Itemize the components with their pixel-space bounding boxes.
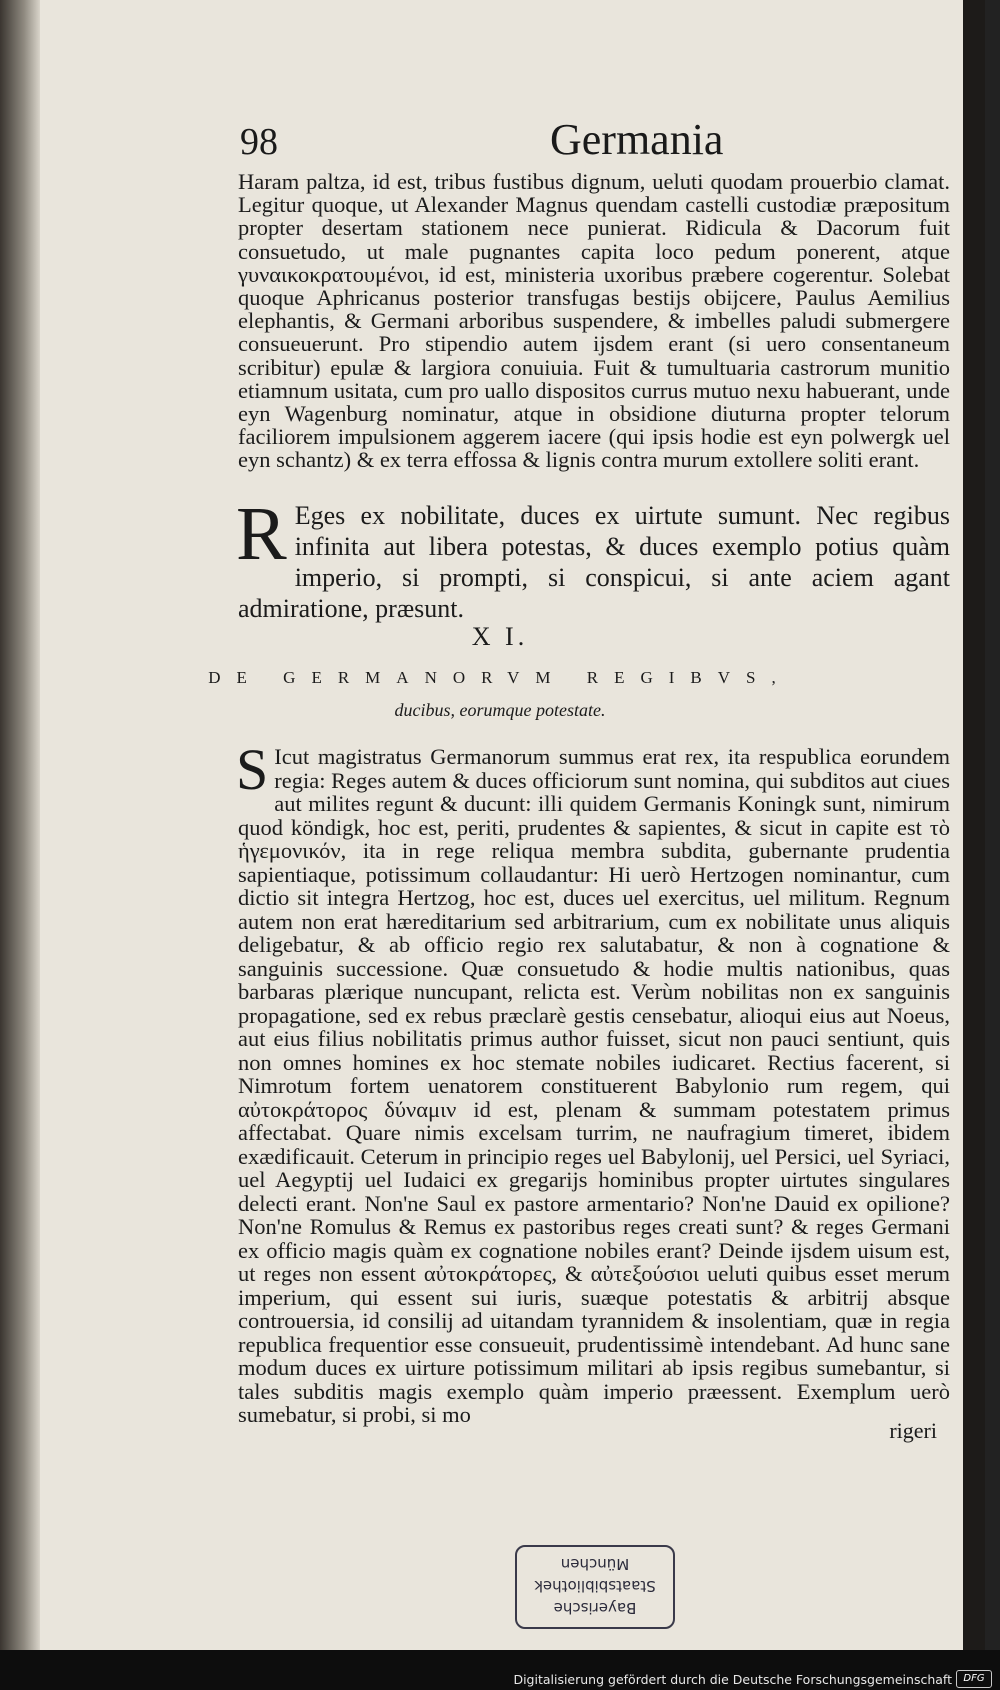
- stamp-line-1: Bayerische: [553, 1599, 637, 1617]
- catchword: rigeri: [889, 1418, 937, 1443]
- drop-cap-s: S: [236, 737, 269, 802]
- paragraph-2: [236, 492, 950, 624]
- drop-cap-r: R: [236, 492, 287, 576]
- footer-credit: Digitalisierung gefördert durch die Deutsche Forschungsgemeinschaft: [513, 1672, 952, 1687]
- paragraph-1-text: Haram paltza, id est, tribus fustibus dignum, ueluti quodam prouerbio clamat. Legitur quoque, ut Alexander Magnus quendam castelli custodiæ præpositum propter desertam stationem nece punierat. Ridicula & Dacorum fuit consuetudo, ut male pugnantes capita loco pedum ponerent, atque γυναικοκρατουμένοι, id est, ministeria uxoribus præbere cogerentur. Solebat quoque Aphricanus posterior transfugas bestijs obijcere, Paulus Aemilius elephantis, & Germani arboribus suspendere, & imbelles paludi submergere consueuerunt. Pro stipendio autem ijsdem erant (si uero consentaneum scribitur) epulæ & largiora conuiuia. Fuit & tumultuaria castrorum munitio etiamnum usitata, cum pro uallo dispositos currus mutuo nexu habuerant, unde eyn Wagenburg nominatur, atque in obsidione diuturna propter telorum faciliorem impulsionem aggerem iacere (qui ipsis hodie est eyn polwergk uel eyn schantz) & ex terra effossa & lignis contra murum extollere soliti erant.: [238, 169, 950, 473]
- paragraph-1: [238, 170, 950, 472]
- paragraph-3: [236, 737, 950, 1427]
- stamp-line-2: Staatsbibliothek: [534, 1577, 656, 1595]
- paragraph-2-text: Eges ex nobilitate, duces ex uirtute sumunt. Nec regibus infinita aut libera potestas, & duces exemplo potius quàm imperio, si prompti, si conspicui, si ante aciem agant admiratione, præsunt.: [238, 501, 950, 623]
- page-edge: [963, 0, 985, 1650]
- section-title: DE GERMANORVM REGIBVS,: [208, 668, 792, 687]
- running-title: Germania: [550, 115, 724, 164]
- page-number: 98: [240, 121, 278, 163]
- stamp-line-3: München: [560, 1555, 630, 1573]
- library-stamp: [515, 1545, 675, 1629]
- section-number: X I.: [471, 622, 529, 651]
- dfg-logo-icon[interactable]: DFG: [956, 1670, 992, 1688]
- section-subtitle: ducibus, eorumque potestate.: [394, 700, 606, 720]
- page-gutter: [0, 0, 40, 1650]
- paragraph-3-text: Icut magistratus Germanorum summus erat rex, ita respublica eorundem regia: Reges autem & duces officiorum sunt nomina, qui subditos aut ciues aut milites regunt & ducunt: illi quidem Germanis Koningk sunt, nimirum quod köndigk, hoc est, periti, prudentes & sapientes, & sicut in capite est τὸ ἡγεμονικόν, ita in rege reliqua membra subdita, gubernante prudentia sapientiaque, potissimum collaudantur: Hi uerò Hertzogen nominantur, cum dictio sit integra Hertzog, hoc est, duces uel exercitus, uel militum. Regnum autem non erat hæreditarium sed arbitrarium, cum ex nobilitate unus aliquis deligebatur, & ab officio regio rex salutabatur, & non à cognatione & sanguinis successione. Quæ consuetudo & hodie multis nationibus, quas barbaras plærique nuncupant, relicta est. Verùm nobilitas non ex sanguinis propagatione, sed ex rebus præclarè gestis censebatur, alioqui eius aut Noeus, aut eius filius nobilitatis primus author fuisset, sicut non pauci sentiunt, quis non omnes homines ex hoc stemate nobiles iudicaret. Rectius facerent, si Nimrotum fortem uenatorem constituerent Babylonio rum regem, qui αὐτοκράτορος δύναμιν id est, plenam & summam potestatem primus affectabat. Quare nimis excelsam turrim, ne naufragium timeret, ibidem exædificauit. Ceterum in principio reges uel Babylonij, uel Persici, uel Syriaci, uel Aegyptij uel Iudaici ex gregarijs hominibus propter uirtutes singulares delecti erant. Non'ne Saul ex pastore armentario? Non'ne Dauid ex opilione? Non'ne Romulus & Remus ex pastoribus reges creati sunt? & reges Germani ex officio magis quàm ex cognatione nobiles erant? Deinde ijsdem uisum est, ut reges non essent αὐτοκράτορες, & αὐτεξούσιοι ueluti quibus esset merum imperium, qui essent sui iuris, suæque potestatis & arbitrij absque controuersia, id consilij ad uitandam tyrannidem & insolentiam, quæ in regia republica frequentior esse consueuit, prudentissimè intendebant. Ad hunc sane modum duces ex uirture potissimum militari ab ipsis regibus sumebantur, si tales subditis magis exemplo quàm imperio præessent. Exemplum uerò sumebatur, si probi, si mo: [238, 744, 950, 1427]
